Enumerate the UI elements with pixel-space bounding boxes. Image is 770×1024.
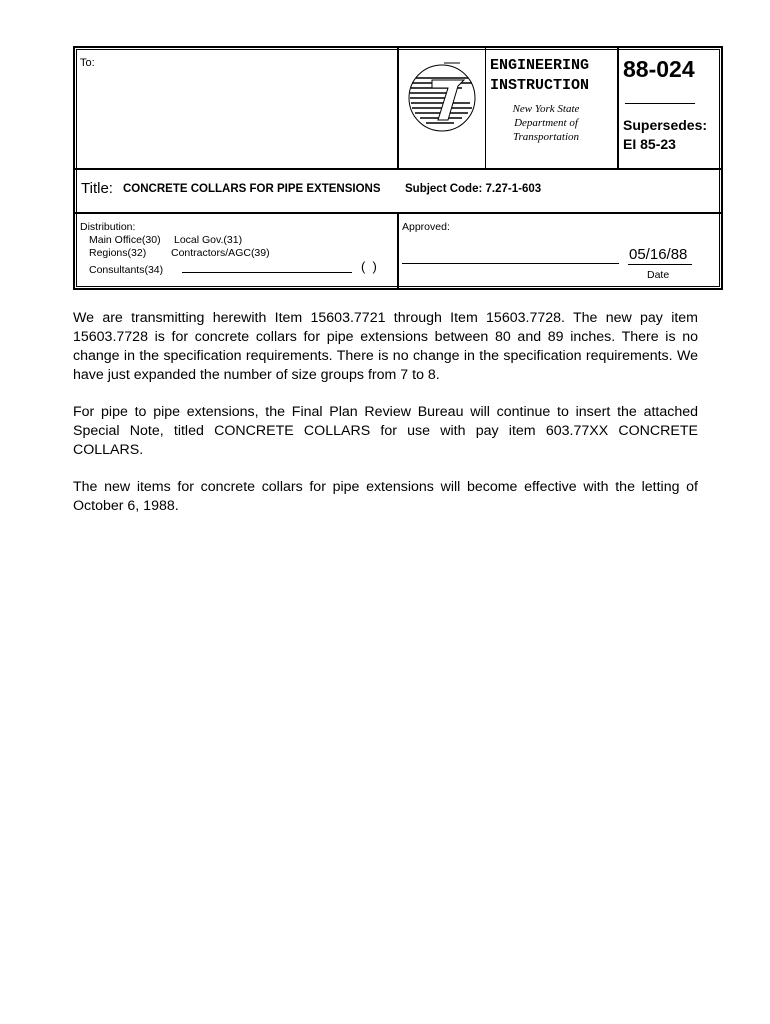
title-label: Title: <box>81 180 113 197</box>
nysdot-logo-icon <box>402 58 482 138</box>
dist-main-office: Main Office(30) <box>89 234 161 246</box>
signature-line <box>402 263 619 264</box>
body-paragraph-1: We are transmitting herewith Item 15603.7721 through Item 15603.7728. The new pay item 15603.7728 is for concrete collars for pipe extensions between 80 and 89 inches. There is no change in the specification requirements. There is no change in the specification requirements. We have just expanded the number of size groups from 7 to 8. <box>73 310 698 383</box>
subject-code: Subject Code: 7.27-1-603 <box>405 183 542 195</box>
agency-name <box>486 102 606 144</box>
distribution-cell <box>75 214 399 288</box>
title-line2: INSTRUCTION <box>490 77 590 94</box>
approved-label: Approved: <box>402 221 450 233</box>
agency-line1: New York State <box>512 103 580 115</box>
dist-consultants: Consultants(34) <box>89 264 164 276</box>
approval-cell <box>399 214 721 288</box>
logo-cell <box>399 48 486 168</box>
supersedes-block <box>623 116 707 154</box>
dist-local-gov: Local Gov.(31) <box>174 234 243 246</box>
consultants-blank-line <box>182 272 352 273</box>
date-underline <box>628 264 692 265</box>
to-label: To: <box>80 57 95 69</box>
approval-date: 05/16/88 <box>629 246 688 263</box>
body-paragraph-2: For pipe to pipe extensions, the Final Plan Review Bureau will continue to insert the attached Special Note, titled CONCRETE COLLARS for use with pay item 603.77XX CONCRETE COLLARS. <box>73 404 698 458</box>
date-label: Date <box>647 269 670 281</box>
distribution-label: Distribution: <box>80 221 136 233</box>
document-title: CONCRETE COLLARS FOR PIPE EXTENSIONS <box>123 183 381 195</box>
agency-line3: Transportation <box>512 131 580 143</box>
dist-regions: Regions(32) <box>89 247 147 259</box>
title-row <box>75 168 721 214</box>
instruction-number-cell <box>619 48 721 168</box>
title-line1: ENGINEERING <box>490 57 590 74</box>
to-cell <box>75 48 399 168</box>
number-underline <box>625 103 695 104</box>
instruction-header-form <box>73 46 723 290</box>
engineering-instruction-cell <box>486 48 619 168</box>
agency-line2: Department of <box>514 117 578 129</box>
body-paragraph-3: The new items for concrete collars for pipe extensions will become effective with the letting of October 6, 1988. <box>73 479 698 514</box>
supersedes-label: Supersedes: <box>623 117 708 133</box>
consultants-count-paren: ( ) <box>361 259 377 274</box>
instruction-number: 88-024 <box>623 56 695 82</box>
dist-contractors: Contractors/AGC(39) <box>171 247 270 259</box>
supersedes-value: EI 85-23 <box>623 136 676 152</box>
document-type-title <box>490 56 589 96</box>
